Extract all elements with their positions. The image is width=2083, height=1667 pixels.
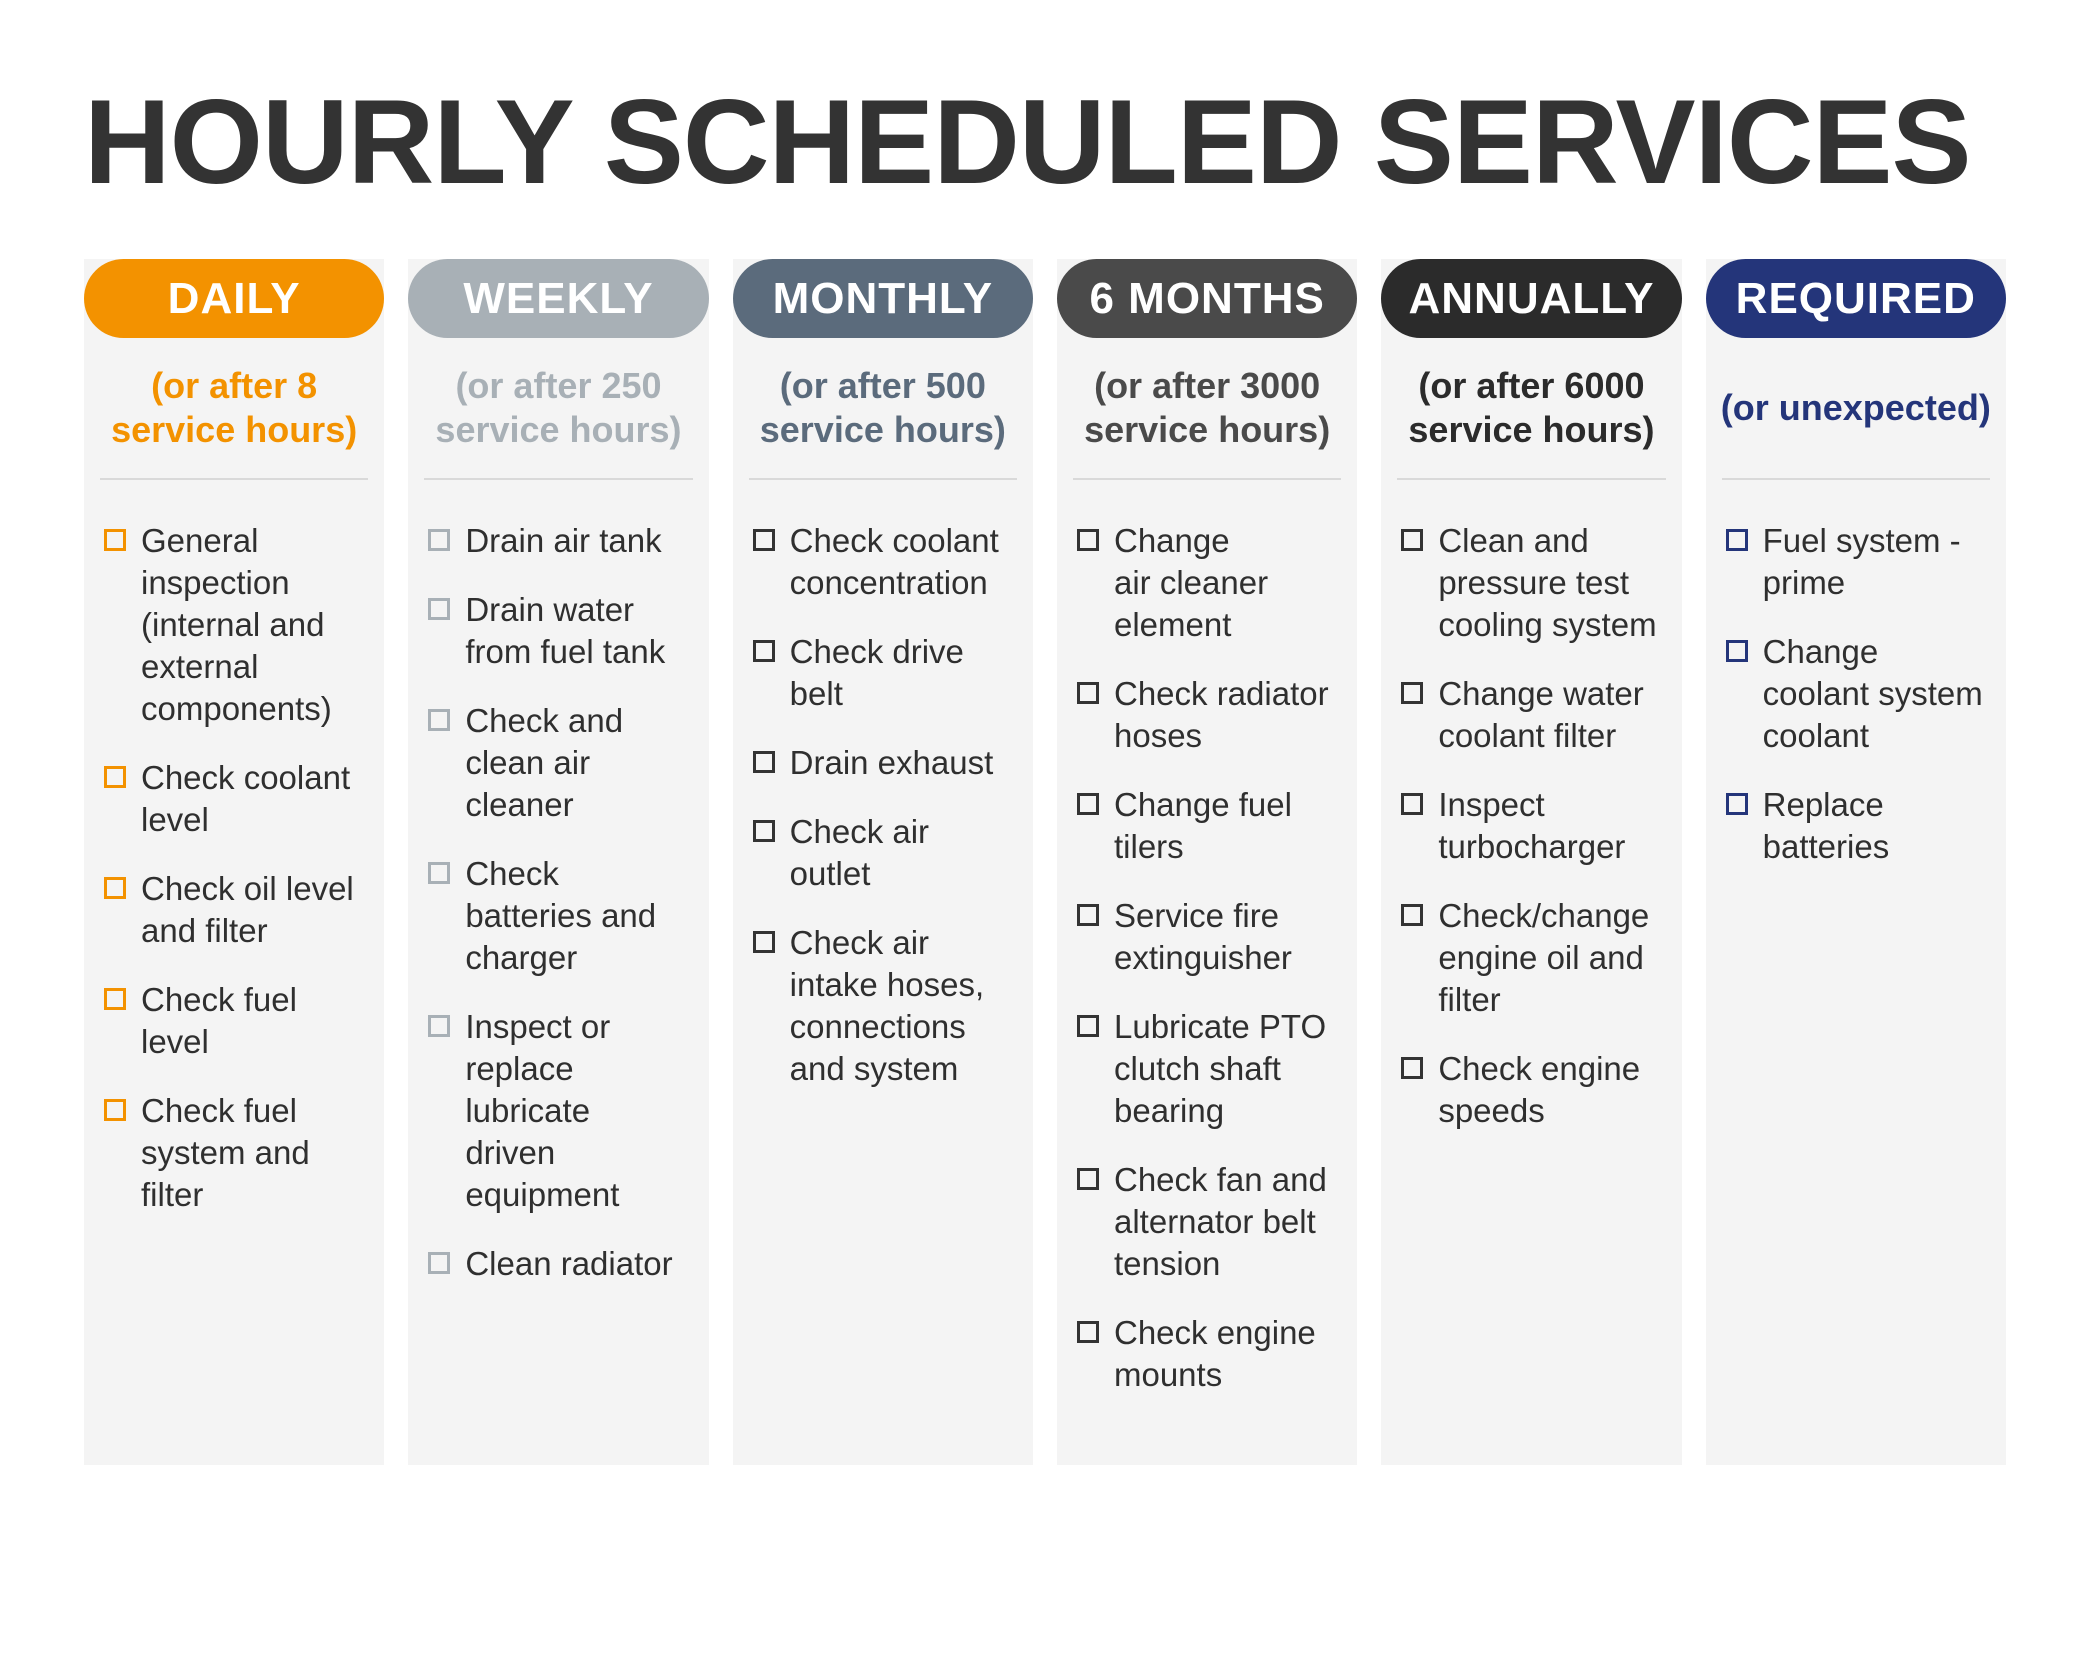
checklist-item-label: Check oil level and filter: [141, 870, 354, 949]
task-list: [1706, 480, 2006, 868]
task-list: [1381, 480, 1681, 1132]
checkbox-icon[interactable]: [1726, 640, 1748, 662]
checklist-item: [104, 868, 370, 952]
checkbox-icon[interactable]: [428, 1252, 450, 1274]
checklist-item: [1077, 520, 1343, 646]
checklist-item-label: Check air intake hoses, connections and system: [789, 924, 985, 1087]
column-weekly: [408, 259, 708, 1465]
checkbox-icon[interactable]: [1401, 682, 1423, 704]
column-subtitle-text: (or after 3000 service hours): [1084, 365, 1331, 450]
checklist-item: [428, 520, 694, 562]
checkbox-icon[interactable]: [1077, 904, 1099, 926]
checkbox-icon[interactable]: [1401, 793, 1423, 815]
task-list: [733, 480, 1033, 1090]
column-header-pill: WEEKLY: [408, 259, 708, 338]
checklist-item-label: Inspect or replace lubricate driven equipment: [465, 1008, 620, 1213]
checklist-item-label: Fuel system - prime: [1762, 522, 1961, 601]
checklist-item: [1401, 784, 1667, 868]
checklist-item-label: General inspection (internal and external components): [141, 522, 332, 727]
column-daily: [84, 259, 384, 1465]
column-header-pill: ANNUALLY: [1381, 259, 1681, 338]
checklist-item: [104, 979, 370, 1063]
column-6-months: [1057, 259, 1357, 1465]
checkbox-icon[interactable]: [1077, 1168, 1099, 1190]
checklist-item: [1726, 784, 1992, 868]
checklist-item: [104, 520, 370, 730]
checklist-item: [428, 700, 694, 826]
checklist-item: [1726, 631, 1992, 757]
checkbox-icon[interactable]: [1401, 904, 1423, 926]
checkbox-icon[interactable]: [1726, 529, 1748, 551]
checkbox-icon[interactable]: [428, 709, 450, 731]
checkbox-icon[interactable]: [428, 529, 450, 551]
checklist-item: [753, 742, 1019, 784]
checklist-item: [1401, 673, 1667, 757]
checklist-item: [753, 631, 1019, 715]
checklist-item-label: Drain exhaust: [789, 744, 994, 781]
checklist-item-label: Drain air tank: [465, 522, 662, 559]
checklist-item-label: Lubricate PTO clutch shaft bearing: [1113, 1008, 1327, 1129]
column-header-pill: REQUIRED: [1706, 259, 2006, 338]
page-title: HOURLY SCHEDULED SERVICES: [84, 75, 1971, 209]
task-list: [84, 480, 384, 1216]
checkbox-icon[interactable]: [753, 751, 775, 773]
checklist-item: [104, 757, 370, 841]
checklist-item-label: Check fuel level: [141, 981, 297, 1060]
checklist-item-label: Clean radiator: [465, 1245, 673, 1282]
checklist-item-label: Clean and pressure test cooling system: [1438, 522, 1657, 643]
column-subtitle: [1381, 338, 1681, 478]
checkbox-icon[interactable]: [753, 820, 775, 842]
checklist-item: [428, 853, 694, 979]
column-subtitle-text: (or after 500 service hours): [759, 365, 1006, 450]
checklist-item: [428, 589, 694, 673]
checkbox-icon[interactable]: [104, 988, 126, 1010]
checklist-item-label: Check radiator hoses: [1113, 675, 1329, 754]
checkbox-icon[interactable]: [428, 1015, 450, 1037]
checklist-item-label: Change fuel tilers: [1113, 786, 1292, 865]
checkbox-icon[interactable]: [1077, 1015, 1099, 1037]
checklist-item-label: Check batteries and charger: [465, 855, 657, 976]
task-list: [408, 480, 708, 1285]
checklist-item: [1726, 520, 1992, 604]
checklist-item: [1077, 1312, 1343, 1396]
checklist-item: [1077, 673, 1343, 757]
checklist-item: [428, 1243, 694, 1285]
column-header-pill: DAILY: [84, 259, 384, 338]
checkbox-icon[interactable]: [753, 640, 775, 662]
column-subtitle: [84, 338, 384, 478]
checkbox-icon[interactable]: [1726, 793, 1748, 815]
checklist-item: [428, 1006, 694, 1216]
checkbox-icon[interactable]: [104, 766, 126, 788]
schedule-columns: [84, 259, 2006, 1465]
checklist-item-label: Check coolant level: [141, 759, 351, 838]
checkbox-icon[interactable]: [104, 529, 126, 551]
checkbox-icon[interactable]: [1077, 793, 1099, 815]
checklist-item: [1077, 895, 1343, 979]
column-subtitle-text: (or after 6000 service hours): [1408, 365, 1655, 450]
checklist-item: [1077, 1159, 1343, 1285]
checkbox-icon[interactable]: [428, 862, 450, 884]
checklist-item: [1401, 895, 1667, 1021]
checklist-item-label: Change coolant system coolant: [1762, 633, 1983, 754]
checkbox-icon[interactable]: [753, 931, 775, 953]
column-monthly: [733, 259, 1033, 1465]
checkbox-icon[interactable]: [753, 529, 775, 551]
checklist-item: [753, 922, 1019, 1090]
column-subtitle: [733, 338, 1033, 478]
checkbox-icon[interactable]: [104, 877, 126, 899]
checkbox-icon[interactable]: [1401, 1057, 1423, 1079]
checklist-item: [104, 1090, 370, 1216]
checkbox-icon[interactable]: [1077, 1321, 1099, 1343]
checklist-item: [1401, 1048, 1667, 1132]
checklist-item-label: Check air outlet: [789, 813, 930, 892]
checkbox-icon[interactable]: [428, 598, 450, 620]
column-required: [1706, 259, 2006, 1465]
checkbox-icon[interactable]: [1077, 529, 1099, 551]
checklist-item-label: Replace batteries: [1762, 786, 1890, 865]
checklist-item: [753, 520, 1019, 604]
column-subtitle: [1057, 338, 1357, 478]
checklist-item-label: Check coolant concentration: [789, 522, 999, 601]
checklist-item-label: Check and clean air cleaner: [465, 702, 624, 823]
checklist-item-label: Change air cleaner element: [1113, 522, 1269, 643]
checkbox-icon[interactable]: [104, 1099, 126, 1121]
column-subtitle-text: (or after 250 service hours): [435, 365, 682, 450]
checklist-item: [1077, 784, 1343, 868]
checklist-item-label: Service fire extinguisher: [1113, 897, 1292, 976]
column-header-pill: 6 MONTHS: [1057, 259, 1357, 338]
checklist-item: [1077, 1006, 1343, 1132]
checklist-item: [753, 811, 1019, 895]
column-annually: [1381, 259, 1681, 1465]
column-subtitle-text: (or unexpected): [1720, 387, 1991, 428]
checklist-item-label: Check fan and alternator belt tension: [1113, 1161, 1327, 1282]
checklist-item-label: Check/change engine oil and filter: [1438, 897, 1650, 1018]
checklist-item-label: Check engine speeds: [1438, 1050, 1641, 1129]
column-subtitle-text: (or after 8 service hours): [111, 365, 358, 450]
checkbox-icon[interactable]: [1077, 682, 1099, 704]
checklist-item-label: Check engine mounts: [1113, 1314, 1316, 1393]
checkbox-icon[interactable]: [1401, 529, 1423, 551]
checklist-item: [1401, 520, 1667, 646]
task-list: [1057, 480, 1357, 1396]
column-header-pill: MONTHLY: [733, 259, 1033, 338]
checklist-item-label: Inspect turbocharger: [1438, 786, 1626, 865]
checklist-item-label: Check drive belt: [789, 633, 964, 712]
column-subtitle: [408, 338, 708, 478]
checklist-item-label: Drain water from fuel tank: [465, 591, 666, 670]
column-subtitle: [1706, 338, 2006, 478]
checklist-item-label: Check fuel system and filter: [141, 1092, 310, 1213]
checklist-item-label: Change water coolant filter: [1438, 675, 1644, 754]
